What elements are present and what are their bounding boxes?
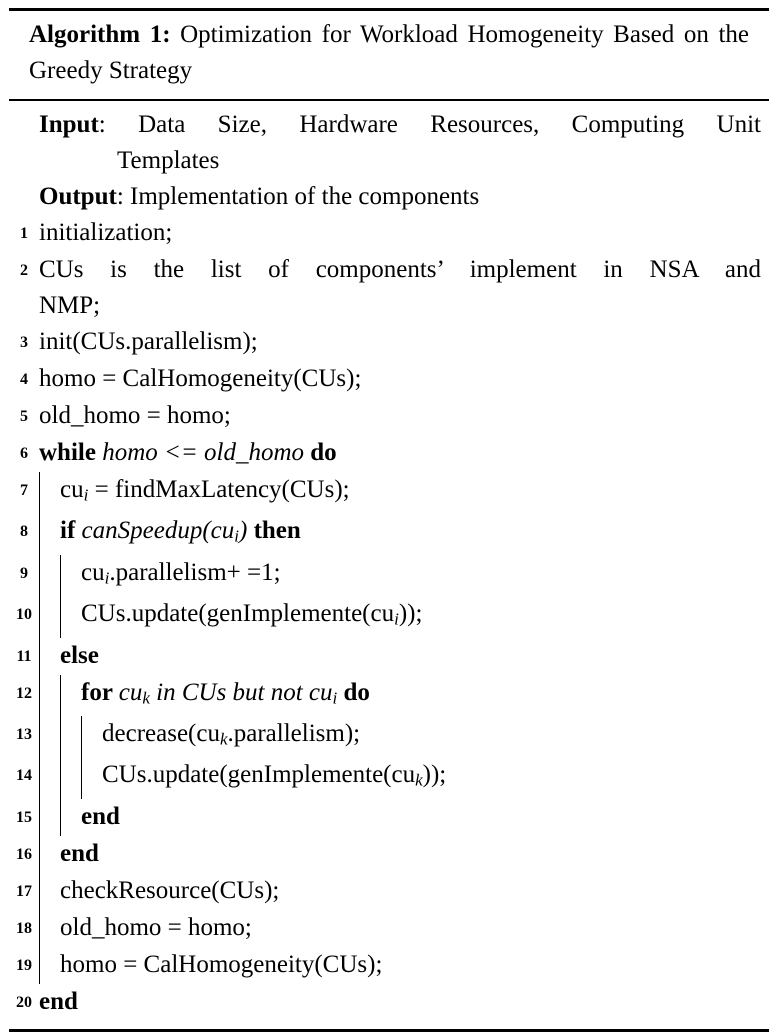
keyword-text: for [81, 678, 119, 706]
algo-line [9, 757, 769, 798]
line-content [39, 215, 769, 252]
block-indent-bar [39, 472, 60, 513]
algo-line [9, 873, 769, 910]
code-text: homo = CalHomogeneity(CUs); [60, 950, 383, 978]
line-number: 5 [20, 408, 28, 425]
line-number: 18 [16, 919, 32, 937]
block-indent-bar [39, 947, 60, 984]
line-number: 1 [20, 225, 28, 242]
code-text: .parallelism); [227, 719, 361, 747]
line-number [9, 107, 39, 179]
keyword-text: if [60, 517, 82, 545]
algo-line [9, 799, 769, 836]
block-indent-bar [39, 910, 60, 947]
code-text: CUs.update(genImplemente(cu [81, 600, 395, 628]
line-content [60, 472, 769, 513]
code-text: old_homo = homo; [39, 402, 231, 429]
block-indent-bar [39, 638, 60, 675]
keyword-text: do [304, 439, 337, 466]
line-number: 6 [20, 445, 28, 462]
algorithm-body [9, 101, 769, 1029]
algo-line [9, 716, 769, 757]
code-text: initialization; [39, 219, 173, 246]
line-number: 3 [20, 334, 28, 351]
algorithm-title-text: Optimization for Workload Homogeneity Based on the Greedy Strategy [29, 21, 750, 84]
code-text: checkResource(CUs); [60, 876, 280, 904]
block-indent-bar [39, 716, 60, 757]
code-text: : Data Size, Hardware Resources, Computing Unit [98, 111, 761, 138]
wrapped-second-line [117, 143, 761, 179]
algo-line [9, 984, 769, 1021]
code-text: )); [422, 761, 447, 789]
line-content [60, 513, 769, 554]
line-number: 10 [16, 606, 32, 624]
subscript-text: i [104, 568, 110, 588]
line-number: 8 [20, 523, 28, 541]
line-content [102, 716, 769, 757]
keyword-text: Output [39, 183, 117, 210]
code-text: CUs.update(genImplemente(cu [102, 761, 416, 789]
algo-line [9, 947, 769, 984]
code-text: init(CUs.parallelism); [39, 328, 258, 355]
code-text: .parallelism+ =1; [109, 558, 281, 586]
code-text: : Implementation of the components [116, 183, 480, 210]
block-indent-bar [81, 757, 102, 798]
line-content [39, 398, 769, 435]
subscript-text: k [219, 729, 228, 749]
algorithm-title [9, 11, 769, 99]
line-content [39, 107, 769, 179]
line-number: 11 [16, 647, 32, 665]
block-indent-bar [39, 757, 60, 798]
code-text: old_homo = homo; [60, 913, 252, 941]
line-content [60, 910, 769, 947]
algorithm-box [9, 0, 769, 1032]
line-number: 20 [16, 993, 32, 1011]
subscript-text: i [332, 687, 338, 707]
italic-text: canSpeedup(cu [81, 517, 235, 545]
algo-line [9, 361, 769, 398]
keyword-text: end [60, 839, 99, 867]
block-indent-bar [39, 675, 60, 716]
block-indent-bar [39, 836, 60, 873]
wrapped-second-line [39, 288, 761, 324]
keyword-text: do [337, 678, 370, 706]
line-content [39, 252, 769, 324]
algo-line [9, 596, 769, 637]
algo-line [9, 513, 769, 554]
block-indent-bar [39, 555, 60, 596]
italic-text: cu [118, 678, 143, 706]
code-text: homo = CalHomogeneity(CUs); [39, 365, 362, 392]
algo-line [9, 324, 769, 361]
block-indent-bar [39, 873, 60, 910]
block-indent-bar [60, 799, 81, 836]
line-number: 9 [20, 564, 28, 582]
line-number: 13 [16, 725, 32, 743]
keyword-text: while [39, 439, 103, 466]
keyword-text: end [39, 987, 78, 1015]
subscript-text: k [415, 770, 423, 790]
line-content [39, 179, 769, 215]
subscript-text: i [394, 609, 399, 629]
block-indent-bar [60, 675, 81, 716]
block-indent-bar [81, 716, 102, 757]
line-content [39, 984, 769, 1021]
keyword-text: Input [39, 111, 99, 138]
algo-line [9, 555, 769, 596]
line-number: 16 [16, 845, 32, 863]
subscript-text: i [234, 526, 239, 546]
line-number: 19 [16, 956, 32, 974]
italic-text: in CUs but not cu [149, 678, 333, 706]
keyword-text: end [81, 802, 120, 830]
line-number: 14 [16, 767, 32, 785]
algo-line [9, 215, 769, 252]
line-number [9, 179, 39, 215]
block-indent-bar [60, 596, 81, 637]
line-content [81, 555, 769, 596]
line-content [60, 873, 769, 910]
algo-line [9, 472, 769, 513]
line-number: 12 [16, 684, 32, 702]
line-content [60, 638, 769, 675]
io-line [9, 107, 769, 179]
code-text: )); [398, 600, 423, 628]
wrapped-first-line [39, 252, 761, 288]
block-indent-bar [60, 555, 81, 596]
code-text: decrease(cu [102, 719, 220, 747]
block-indent-bar [39, 799, 60, 836]
line-content [39, 324, 769, 361]
code-text: NMP; [39, 292, 101, 319]
bottom-rule [9, 1029, 769, 1032]
line-number: 17 [16, 882, 32, 900]
code-text: CUs is the list of components’ implement in NSA and [39, 256, 761, 283]
line-content [60, 947, 769, 984]
algo-line [9, 675, 769, 716]
line-content [39, 435, 769, 472]
line-number: 2 [20, 262, 28, 279]
line-content [81, 675, 769, 716]
line-number: 15 [16, 808, 32, 826]
code-text: = findMaxLatency(CUs); [88, 476, 350, 503]
keyword-text: else [60, 641, 99, 669]
line-content [60, 836, 769, 873]
block-indent-bar [60, 716, 81, 757]
algo-line [9, 836, 769, 873]
code-text: Templates [117, 147, 220, 174]
io-line [9, 179, 769, 215]
line-content [102, 757, 769, 798]
line-content [81, 596, 769, 637]
algo-line [9, 910, 769, 947]
wrapped-first-line [39, 107, 761, 143]
block-indent-bar [39, 513, 60, 554]
italic-text: ) [238, 517, 248, 545]
line-number: 7 [20, 482, 28, 499]
algorithm-label: Algorithm 1: [29, 21, 171, 48]
algo-line [9, 252, 769, 324]
subscript-text: k [142, 687, 150, 707]
code-text: cu [81, 558, 105, 586]
italic-text: homo <= old_homo [102, 439, 304, 466]
algo-line [9, 638, 769, 675]
algo-line [9, 435, 769, 472]
subscript-text: i [83, 485, 89, 505]
line-content [81, 799, 769, 836]
block-indent-bar [39, 596, 60, 637]
line-content [39, 361, 769, 398]
algo-line [9, 398, 769, 435]
code-text: cu [60, 476, 84, 503]
keyword-text: then [247, 517, 301, 545]
block-indent-bar [60, 757, 81, 798]
line-number: 4 [20, 371, 28, 388]
